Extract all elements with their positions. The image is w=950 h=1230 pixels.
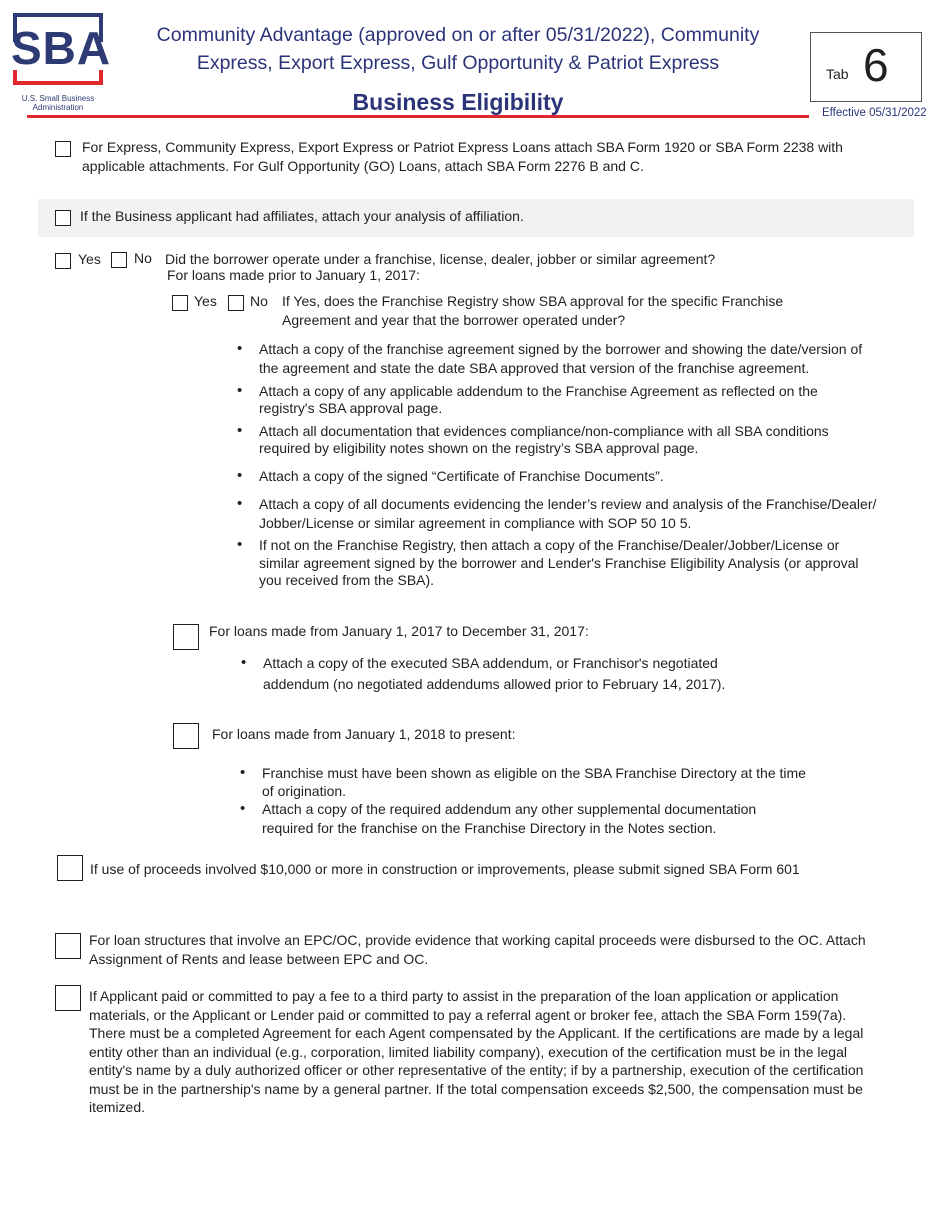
bullet-2018-1-line1: • Franchise must have been shown as eligible on the SBA Franchise Directory at the time: [262, 765, 806, 781]
period-2018-heading: For loans made from January 1, 2018 to present:: [212, 726, 516, 742]
affiliates-checkbox[interactable]: [55, 210, 71, 226]
prior-bullet-4: [259, 467, 664, 486]
registry-yes-label: Yes: [194, 293, 217, 309]
sba-logo: [11, 12, 112, 112]
prior-bullet-2-line1: • Attach a copy of any applicable addendum to the Franchise Agreement as reflected on the: [259, 383, 818, 399]
registry-yes-checkbox[interactable]: [172, 295, 188, 311]
registry-no-checkbox[interactable]: [228, 295, 244, 311]
bullet-2018-2: [262, 800, 756, 837]
epc-text-line2: Assignment of Rents and lease between EPC and OC.: [89, 951, 429, 967]
express-checkbox[interactable]: [55, 141, 71, 157]
bullet-2017-line2: addendum (no negotiated addendums allowed prior to February 14, 2017).: [263, 675, 726, 692]
prior-bullet-6: [259, 536, 859, 590]
prior-bullet-1-line1: • Attach a copy of the franchise agreement signed by the borrower and showing the date/version of: [259, 341, 863, 357]
fee-text: [89, 987, 863, 1117]
franchise-no-checkbox[interactable]: [111, 252, 127, 268]
period-2018-checkbox[interactable]: [173, 723, 199, 749]
fee-checkbox[interactable]: [55, 985, 81, 1011]
prior-bullet-3-line1: • Attach all documentation that evidences compliance/non-compliance with all SBA conditions: [259, 423, 829, 439]
franchise-yes-checkbox[interactable]: [55, 253, 71, 269]
fee-line-5: entity's name by a duly authorized officer or other representative of the entity; if by a partnership, execution of the certification: [89, 1062, 864, 1078]
effective-date: Effective 05/31/2022: [822, 107, 927, 119]
tab-number: 6: [863, 39, 889, 91]
registry-no-label: No: [250, 293, 268, 309]
franchise-no-label: No: [134, 250, 152, 266]
bullet-2018-1: [262, 764, 806, 800]
fee-line-7: itemized.: [89, 1099, 146, 1115]
form-subtitle-line1: Community Advantage (approved on or after 05/31/2022), Community: [156, 24, 760, 46]
construction-text: If use of proceeds involved $10,000 or more in construction or improvements, please submit signed SBA Form 601: [90, 861, 800, 877]
prior-bullet-4-line1: • Attach a copy of the signed “Certificate of Franchise Documents”.: [259, 468, 664, 484]
logo-caption-line2: Administration: [32, 103, 84, 112]
prior-bullet-5: [259, 495, 876, 532]
construction-checkbox[interactable]: [57, 855, 83, 881]
prior-bullet-5-line2: Jobber/License or similar agreement in compliance with SOP 50 10 5.: [259, 514, 692, 531]
prior-bullet-3: [259, 422, 829, 457]
express-text-line1: For Express, Community Express, Export Express or Patriot Express Loans attach SBA Form 1920 or SBA Form 2238 with: [82, 139, 843, 155]
tab-label: Tab: [826, 66, 849, 82]
affiliates-text: If the Business applicant had affiliates, attach your analysis of affiliation.: [80, 208, 524, 224]
fee-line-6: must be in the partnership's name by a general partner. If the total compensation exceeds $2,500, the compensation must be: [89, 1080, 863, 1097]
prior-bullet-1: [259, 340, 862, 377]
period-2017-heading: For loans made from January 1, 2017 to December 31, 2017:: [209, 623, 589, 639]
period-2017-checkbox[interactable]: [173, 624, 199, 650]
prior-bullet-6-line1: • If not on the Franchise Registry, then attach a copy of the Franchise/Dealer/Jobber/License or: [259, 537, 840, 553]
prior-bullet-3-line2: required by eligibility notes shown on the registry’s SBA approval page.: [259, 439, 699, 456]
bullet-2018-1-line2: of origination.: [262, 782, 347, 799]
prior-bullet-6-line2: similar agreement signed by the borrower and Lender's Franchise Eligibility Analysis (or approval: [259, 554, 859, 571]
logo-text: SBA: [11, 22, 112, 74]
franchise-yes-label: Yes: [78, 251, 101, 267]
registry-question-line2: Agreement and year that the borrower operated under?: [282, 312, 626, 328]
prior-2017-heading: For loans made prior to January 1, 2017:: [167, 267, 420, 283]
prior-bullet-2-line2: registry's SBA approval page.: [259, 399, 443, 416]
epc-text-line1: For loan structures that involve an EPC/OC, provide evidence that working capital proceeds were disbursed to the OC. Attach: [89, 932, 866, 948]
franchise-question: Did the borrower operate under a franchise, license, dealer, jobber or similar agreement?: [165, 251, 716, 267]
express-text-line2: applicable attachments. For Gulf Opportunity (GO) Loans, attach SBA Form 2276 B and C.: [82, 158, 644, 174]
prior-bullet-5-line1: • Attach a copy of all documents evidencing the lender’s review and analysis of the Franchise/Dealer/: [259, 496, 877, 512]
fee-line-2: materials, or the Applicant or Lender paid or committed to pay a referral agent or broker fee, attach the SBA Form 159(7a).: [89, 1006, 847, 1023]
prior-bullet-2: [259, 382, 818, 417]
bullet-2017-line1: • Attach a copy of the executed SBA addendum, or Franchisor's negotiated: [263, 655, 718, 671]
prior-bullet-1-line2: the agreement and state the date SBA approved that version of the franchise agreement.: [259, 359, 810, 376]
logo-caption-line1: U.S. Small Business: [21, 94, 95, 103]
prior-bullet-6-line3: you received from the SBA).: [259, 572, 435, 588]
page-title: Business Eligibility: [352, 89, 564, 115]
fee-line-3: There must be a completed Agreement for each Agent compensated by the Applicant. If the certifications are made by a legal: [89, 1025, 864, 1041]
form-subtitle-line2: Express, Export Express, Gulf Opportunity & Patriot Express: [196, 52, 720, 74]
fee-line-4: entity other than an individual (e.g., corporation, limited liability company), execution of the certification must be in the legal: [89, 1043, 847, 1060]
registry-question-line1: If Yes, does the Franchise Registry show SBA approval for the specific Franchise: [282, 293, 784, 309]
bullet-2018-2-line2: required for the franchise on the Franchise Directory in the Notes section.: [262, 819, 717, 836]
tab-box: [810, 32, 922, 102]
fee-line-1: If Applicant paid or committed to pay a fee to a third party to assist in the preparation of the loan application or application: [89, 988, 839, 1004]
bullet-2018-2-line1: • Attach a copy of the required addendum any other supplemental documentation: [262, 801, 757, 817]
bullet-2017: [263, 654, 725, 693]
header-red-rule: [27, 115, 809, 118]
epc-checkbox[interactable]: [55, 933, 81, 959]
